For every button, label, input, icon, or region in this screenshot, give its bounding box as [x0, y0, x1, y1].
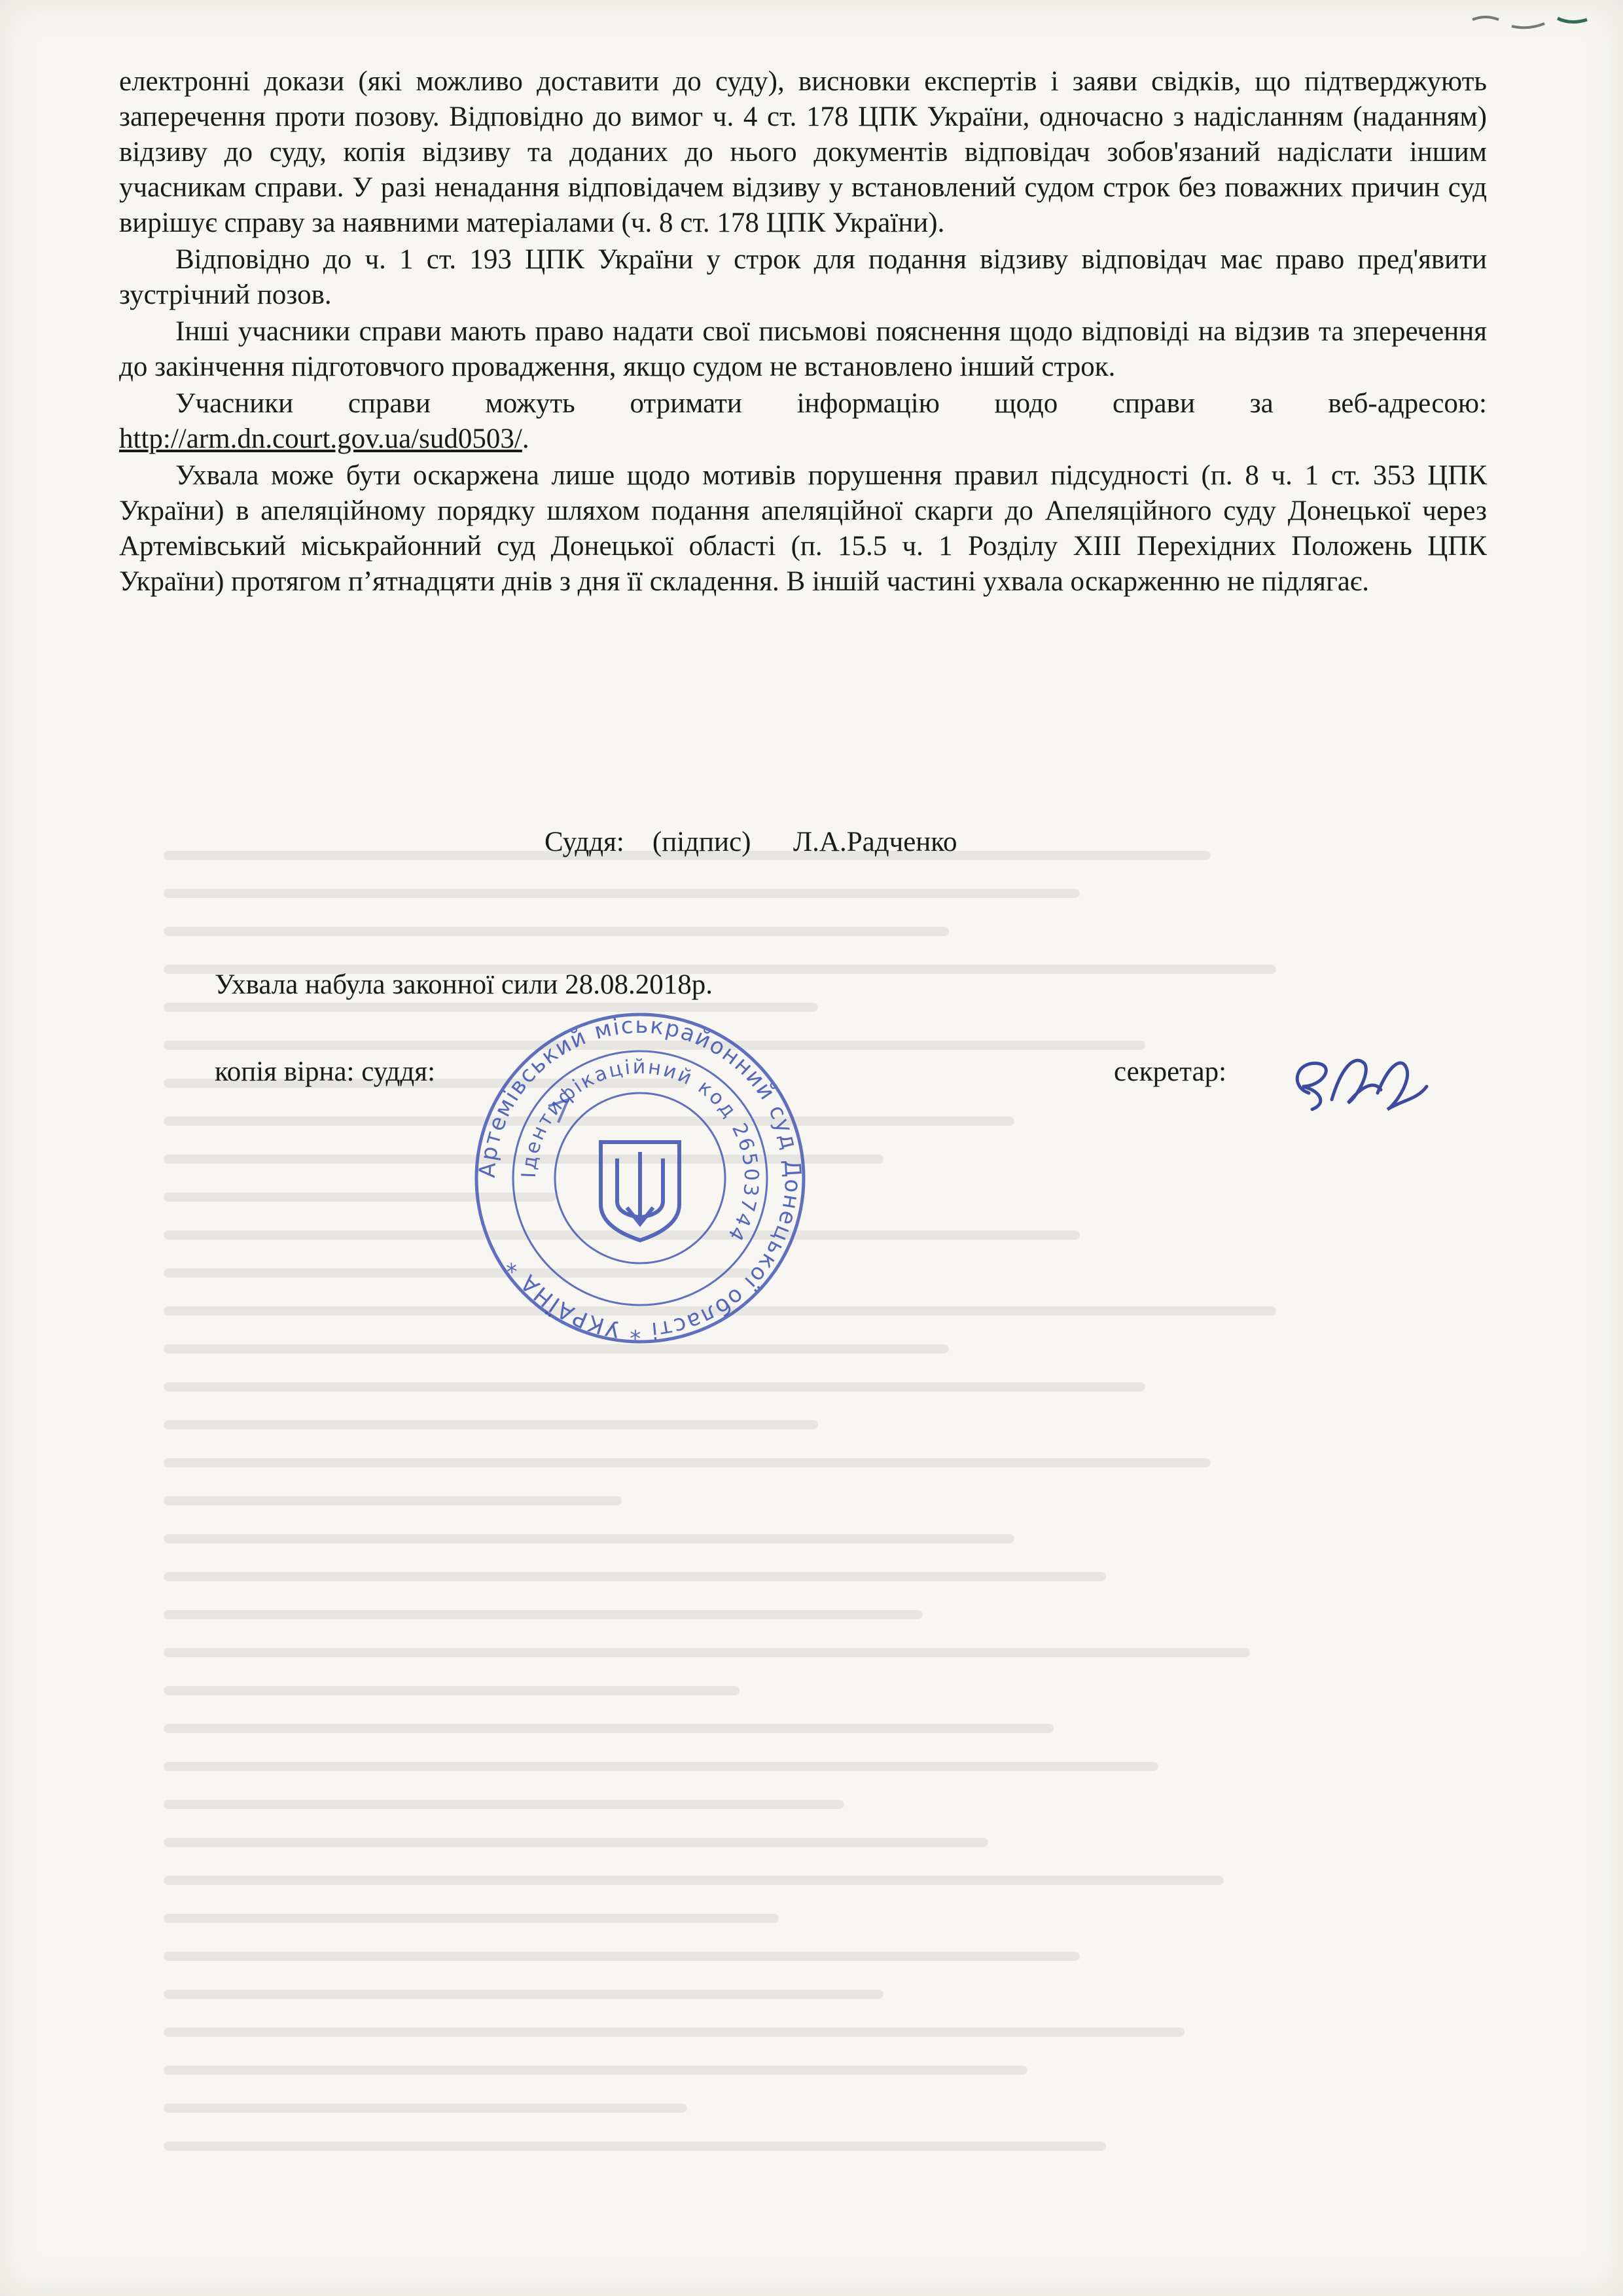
case-info-text: Учасники справи можуть отримати інформацію щодо справи за веб-адресою:: [175, 388, 1487, 419]
ruling-body-text: [119, 64, 1487, 601]
judge-name: Л.А.Радченко: [793, 827, 957, 857]
signature-note: (підпис): [652, 827, 751, 857]
paragraph-case-info-url: [119, 386, 1487, 457]
stamp-outer-text: Артемівський міськрайонний суд Донецької області * УКРАЇНА *: [474, 1012, 806, 1344]
paragraph-counterclaim: Відповідно до ч. 1 ст. 193 ЦПК України у строк для подання відзиву відповідач має право пред'явити зустрічний позов.: [119, 244, 1487, 310]
stamp-inner-text: Ідентифікаційний код 26503744: [517, 1055, 763, 1246]
trident-emblem-icon: [601, 1142, 679, 1240]
paragraph-appeal-procedure: Ухвала може бути оскаржена лише щодо мотивів порушення правил підсудності (п. 8 ч. 1 ст. 353 ЦПК України) в апеляційному порядку шляхом подання апеляційної скарги до Апеляційного суду Донецької через Артемівський міськрайонний суд Донецької області (п. 15.5 ч. 1 Розділу XIII Перехідних Положень ЦПК України) протягом п’ятнадцяти днів з дня її складення. В іншій частині ухвала оскарженню не підлягає.: [119, 460, 1487, 597]
secretary-label: секретар:: [1114, 1056, 1227, 1087]
judge-signature-line: [544, 826, 957, 858]
paragraph-other-participants: Інші учасники справи мають право надати свої письмові пояснення щодо відповіді на відзив та зперечення до закінчення підготовчого провадження, якщо судом не встановлено інший строк.: [119, 316, 1487, 382]
legal-force-note: Ухвала набула законної сили 28.08.2018р.: [215, 969, 713, 1000]
judge-label: Суддя:: [544, 827, 624, 857]
copy-certified-label: копія вірна: суддя:: [215, 1056, 436, 1087]
court-seal-stamp: [470, 1008, 810, 1348]
secretary-handwritten-signature: [1283, 1041, 1440, 1126]
paragraph-response-evidence: електронні докази (які можливо доставити до суду), висновки експертів і заяви свідків, що підтверджують заперечення проти позову. Відповідно до вимог ч. 4 ст. 178 ЦПК України, одночасно з надісланням (наданням) відзиву до суду, копія відзиву та доданих до нього документів відповідач зобов'язаний надіслати іншим учасникам справи. У разі ненадання відповідачем відзиву у встановлений судом строк без поважних причин суд вирішує справу за наявними матеріалами (ч. 8 ст. 178 ЦПК України).: [119, 66, 1487, 238]
scan-edge-marks: [1466, 7, 1597, 39]
case-info-period: .: [522, 423, 529, 454]
court-website-link[interactable]: http://arm.dn.court.gov.ua/sud0503/: [119, 423, 522, 454]
